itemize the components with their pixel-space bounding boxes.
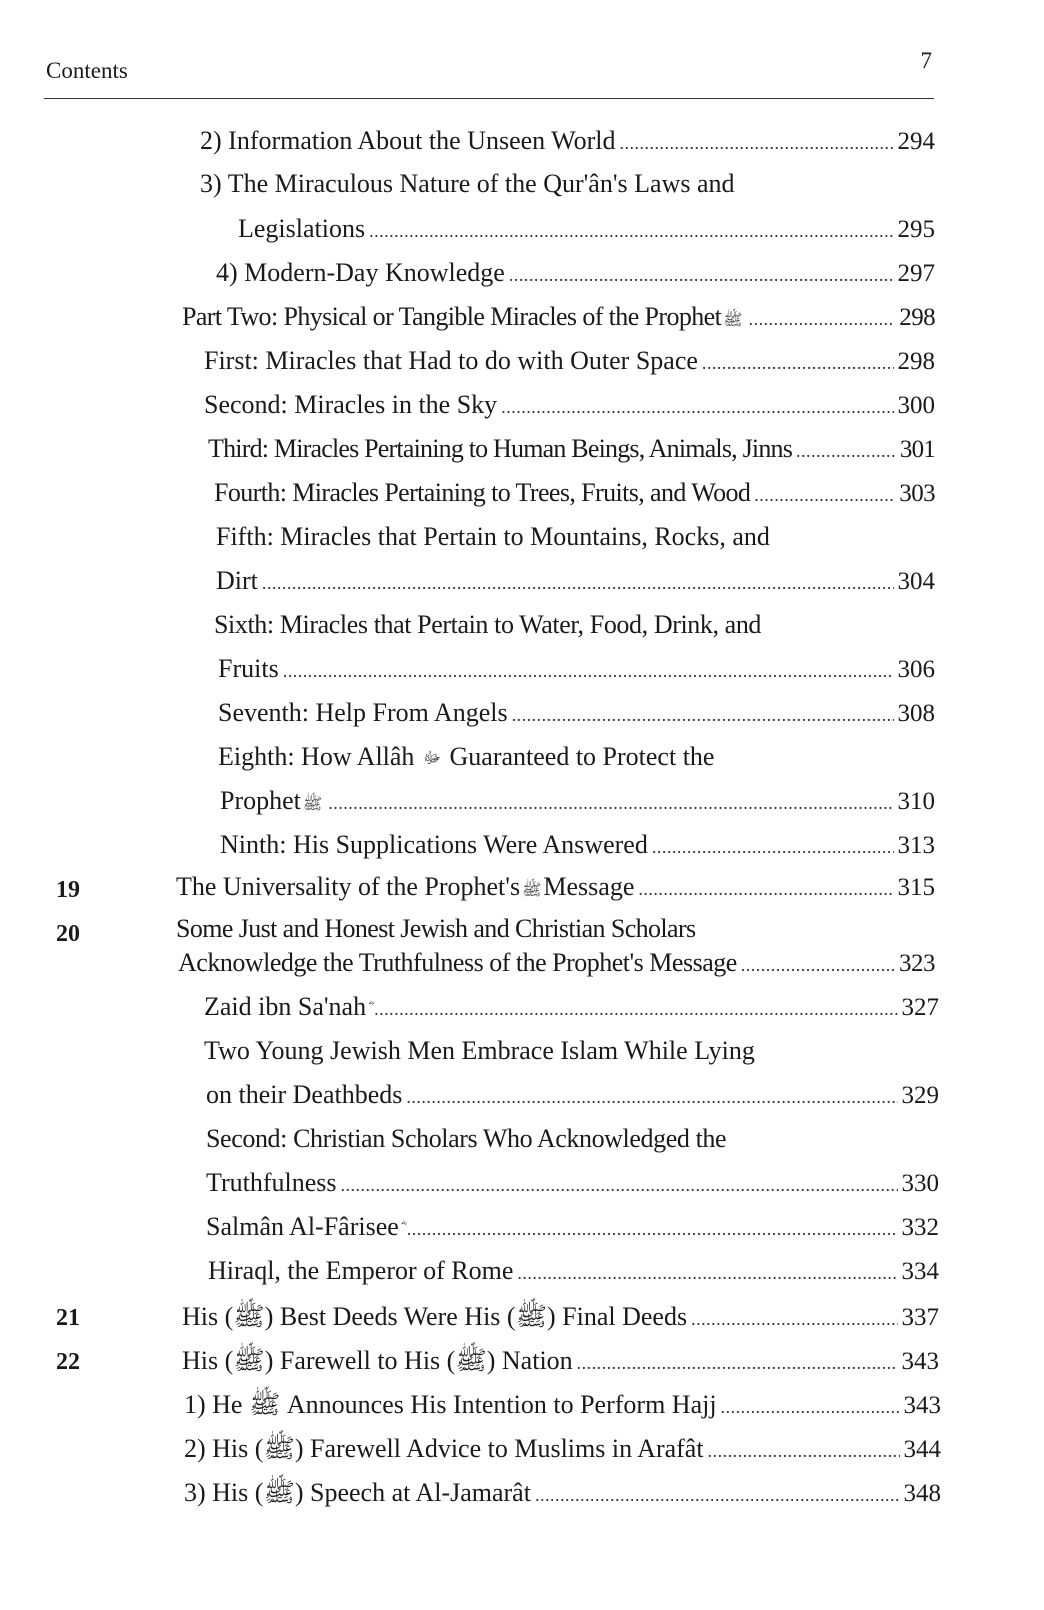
- leader-dots: [509, 258, 894, 288]
- toc-entry[interactable]: [208, 1256, 939, 1290]
- leader-dots: [406, 1080, 897, 1110]
- toc-entry-page: 348: [903, 1480, 941, 1507]
- toc-entry-page: 294: [897, 128, 935, 155]
- toc-entry[interactable]: [206, 1168, 939, 1202]
- toc-entry-continued: Sixth: Miracles that Pertain to Water, Food, Drink, and: [214, 610, 762, 639]
- leader-dots: [702, 346, 894, 376]
- leader-dots: [721, 1390, 900, 1420]
- toc-entry-title: Second: Miracles in the Sky: [204, 390, 498, 419]
- toc-entry[interactable]: [220, 786, 935, 820]
- leader-dots: [407, 1212, 898, 1242]
- leader-dots: [374, 992, 897, 1022]
- chapter-number: 21: [56, 1305, 80, 1331]
- toc-entry-title: Ninth: His Supplications Were Answered: [220, 830, 648, 859]
- toc-entry-title: 2) His (ﷺ) Farewell Advice to Muslims in Arafât: [184, 1434, 704, 1463]
- toc-entry-page: 310: [897, 788, 935, 815]
- toc-entry-continued: 3) The Miraculous Nature of the Qur'ân's Laws and: [200, 169, 735, 198]
- toc-entry-page: 306: [897, 656, 935, 683]
- toc-entry-title: Third: Miracles Pertaining to Human Beings, Animals, Jinns: [208, 434, 793, 463]
- toc-entry-page: 330: [901, 1170, 939, 1197]
- chapter-number: 20: [56, 921, 80, 947]
- honorific-symbol-icon: ﷺ: [522, 882, 542, 899]
- toc-entry-page: 298: [899, 304, 935, 331]
- toc-entry-title: The Universality of the Prophet's: [176, 872, 521, 901]
- toc-entry-title: Prophet: [220, 786, 301, 815]
- toc-entry-title: Eighth: How Allâh: [218, 742, 415, 771]
- toc-entry[interactable]: [206, 1080, 939, 1114]
- leader-dots: [652, 830, 894, 860]
- leader-dots: [283, 654, 894, 684]
- toc-entry-chapter[interactable]: [182, 1300, 939, 1334]
- toc-entry-title: Seventh: Help From Angels: [218, 698, 508, 727]
- toc-entry-page: 304: [897, 568, 935, 595]
- toc-entry-page: 308: [897, 700, 935, 727]
- toc-entry-title: Part Two: Physical or Tangible Miracles of the Prophet: [182, 302, 722, 331]
- toc-entry-page: 315: [897, 874, 935, 901]
- page-number: 7: [920, 48, 932, 73]
- leader-dots: [369, 214, 893, 244]
- toc-entry-title: 2) Information About the Unseen World: [200, 126, 616, 155]
- toc-entry[interactable]: [184, 1432, 941, 1466]
- toc-entry-page: 323: [899, 950, 935, 977]
- honorific-symbol-icon: ﷻ: [422, 750, 441, 767]
- leader-dots: [796, 434, 896, 464]
- toc-entry-continued: Two Young Jewish Men Embrace Islam While Lying: [204, 1036, 755, 1065]
- toc-entry-title: Fruits: [218, 654, 279, 683]
- toc-entry-chapter[interactable]: Some Just and Honest Jewish and Christian Scholars: [176, 914, 696, 943]
- toc-entry-page: 297: [897, 260, 935, 287]
- toc-entry-title: Dirt: [216, 566, 258, 595]
- running-title: Contents: [46, 58, 128, 83]
- chapter-number: 22: [56, 1349, 80, 1375]
- toc-entry-chapter[interactable]: [182, 1344, 939, 1378]
- toc-entry-title: His (ﷺ) Farewell to His (ﷺ) Nation: [182, 1346, 573, 1375]
- toc-entry-chapter[interactable]: [176, 872, 935, 906]
- leader-dots: [262, 566, 894, 596]
- toc-entry-title: Zaid ibn Sa'nah: [204, 992, 367, 1021]
- toc-entry[interactable]: [216, 258, 935, 292]
- toc-entry-page: 343: [901, 1348, 939, 1375]
- toc-entry-page: 298: [897, 348, 935, 375]
- toc-entry[interactable]: [218, 698, 935, 732]
- leader-dots: [501, 390, 893, 420]
- toc-entry-title: Truthfulness: [206, 1168, 337, 1197]
- toc-entry[interactable]: [204, 390, 935, 424]
- toc-entry[interactable]: [220, 830, 935, 864]
- honorific-symbol-icon: ﷺ: [302, 796, 323, 813]
- toc-entry-page: 344: [903, 1436, 941, 1463]
- leader-dots: [691, 1302, 897, 1332]
- toc-entry-title: on their Deathbeds: [206, 1080, 403, 1109]
- leader-dots: [754, 478, 895, 508]
- leader-dots: [512, 698, 894, 728]
- toc-entry[interactable]: [206, 1212, 939, 1246]
- toc-entry-title: Salmân Al-Fârisee: [206, 1212, 399, 1241]
- toc-entry-title: Acknowledge the Truthfulness of the Prophet's Message: [178, 948, 737, 977]
- toc-entry[interactable]: [204, 992, 939, 1026]
- toc-entry-page: 332: [901, 1214, 939, 1241]
- leader-dots: [577, 1346, 898, 1376]
- honorific-symbol-icon: ﷺ: [723, 312, 743, 329]
- leader-dots: [638, 872, 893, 902]
- leader-dots: [341, 1168, 898, 1198]
- toc-entry-title: First: Miracles that Had to do with Outer Space: [204, 346, 698, 375]
- toc-entry-title: 4) Modern-Day Knowledge: [216, 258, 505, 287]
- toc-entry-page: 334: [901, 1258, 939, 1285]
- toc-entry[interactable]: [178, 948, 935, 982]
- toc-entry-page: 300: [897, 392, 935, 419]
- toc-entry-title: 1) He ﷺ Announces His Intention to Perform Hajj: [184, 1390, 717, 1419]
- toc-entry-continued: Fifth: Miracles that Pertain to Mountains, Rocks, and: [216, 522, 770, 551]
- toc-entry-page: 301: [899, 436, 935, 463]
- toc-entry[interactable]: [204, 346, 935, 380]
- chapter-number: 19: [56, 877, 80, 903]
- toc-entry-title: Fourth: Miracles Pertaining to Trees, Fruits, and Wood: [214, 478, 751, 507]
- toc-entry[interactable]: [214, 478, 935, 512]
- toc-entry[interactable]: [216, 566, 935, 600]
- toc-entry[interactable]: [184, 1476, 941, 1510]
- toc-entry-page: 313: [897, 832, 935, 859]
- toc-entry[interactable]: [182, 302, 935, 336]
- toc-entry-continued: [218, 742, 714, 776]
- toc-entry-page: 337: [901, 1304, 939, 1331]
- toc-entry[interactable]: [200, 126, 935, 160]
- toc-entry-page: 295: [897, 216, 935, 243]
- leader-dots: [708, 1434, 900, 1464]
- leader-dots: [620, 126, 894, 156]
- toc-entry-page: 329: [901, 1082, 939, 1109]
- leader-dots: [741, 948, 895, 978]
- toc-entry[interactable]: [208, 434, 935, 468]
- toc-entry-continued: Second: Christian Scholars Who Acknowledged the: [206, 1124, 727, 1153]
- leader-dots: [535, 1478, 900, 1508]
- toc-entry-page: 327: [901, 994, 939, 1021]
- toc-entry-title: Legislations: [238, 214, 366, 243]
- toc-entry-title-rest: Guaranteed to Protect the: [449, 742, 715, 771]
- leader-dots: [328, 786, 893, 816]
- leader-dots: [517, 1256, 897, 1286]
- toc-entry[interactable]: [184, 1388, 941, 1422]
- leader-dots: [749, 302, 896, 332]
- toc-entry-title: 3) His (ﷺ) Speech at Al-Jamarât: [184, 1478, 531, 1507]
- toc-entry-title: His (ﷺ) Best Deeds Were His (ﷺ) Final Deeds: [182, 1302, 688, 1331]
- toc-entry-title-rest: Message: [543, 872, 635, 901]
- toc-entry-title: Hiraql, the Emperor of Rome: [208, 1256, 514, 1285]
- toc-entry-page: 303: [899, 480, 935, 507]
- toc-entry[interactable]: [238, 214, 935, 248]
- toc-entry[interactable]: [218, 654, 935, 688]
- toc-entry-page: 343: [903, 1392, 941, 1419]
